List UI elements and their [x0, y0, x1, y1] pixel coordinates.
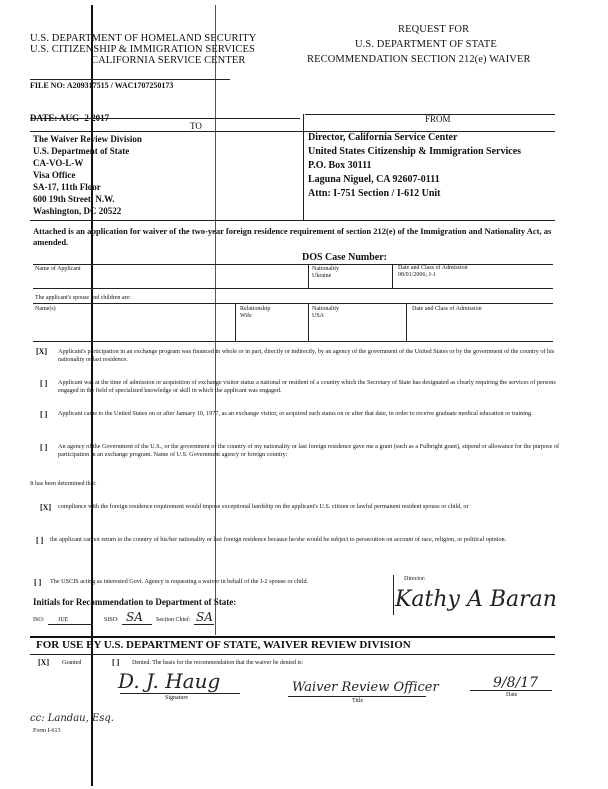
header-request-line2: U.S. DEPARTMENT OF STATE	[355, 39, 497, 50]
spouse-children-label: The applicant's spouse and children are:	[35, 295, 131, 301]
check-hardship-text: compliance with the foreign residence requirement would impose exceptional hardship on the applicant's U.S. citizen or lawful permanent resident spouse or child, or	[58, 503, 469, 510]
check-grant-box[interactable]: [ ]	[40, 443, 48, 452]
table-col-3	[235, 303, 236, 341]
to-address-line: 600 19th Street, N.W.	[33, 194, 115, 204]
header-request-line3: RECOMMENDATION SECTION 212(e) WAIVER	[307, 54, 531, 65]
initials-title: Initials for Recommendation to Department of State:	[33, 597, 237, 607]
nationality-value: Ukraine	[312, 273, 332, 279]
to-address-line: The Waiver Review Division	[33, 134, 142, 144]
check-designated-text: Applicant was at the time of admission or acquisition of exchange visitor status a national or resident of a country which the Secretary of State has designated as clearly requiring the services of persons engaged in the field of specialized knowledge or skill in which the applicant was engaged.	[58, 379, 556, 394]
name-of-applicant-label: Name of Applicant	[35, 266, 81, 272]
to-address-line: Visa Office	[33, 170, 76, 180]
date-class-admission-value: 08/01/2006; J-1	[398, 272, 436, 278]
from-address-line: Attn: I-751 Section / I-612 Unit	[308, 188, 441, 199]
dos-section-title: FOR USE BY U.S. DEPARTMENT OF STATE, WAIVER REVIEW DIVISION	[36, 639, 411, 651]
from-header-top	[305, 114, 555, 115]
check-j2-box[interactable]: [ ]	[34, 578, 42, 587]
table-bottom	[33, 341, 553, 342]
to-from-divider	[303, 114, 304, 220]
check-persecution-text: the applicant cannot return to the country of his/her nationality or last foreign residence because he/she would be subject to persecution on account of race, religion, or political opinion.	[50, 536, 507, 543]
iso-value: JUE	[58, 617, 69, 623]
check-medical-box[interactable]: [ ]	[40, 410, 48, 419]
to-address-line: Washington, DC 20522	[33, 206, 122, 216]
section-chief-line	[194, 624, 214, 625]
check-financed-text: Applicant's participation in an exchange program was financed in whole or in part, directly or indirectly, by an agency of the government of the United States or by the government of the country of his nationality or last residence.	[58, 348, 555, 363]
dos-case-number-label: DOS Case Number:	[302, 252, 387, 263]
date-line: DATE: AUG -2 2017	[30, 113, 110, 123]
director-label: Director:	[404, 576, 426, 582]
siso-label: SISO:	[104, 617, 119, 623]
check-grant-text: An agency of the Government of the U.S., or the government of the country of my nationality or last foreign residence gave me a grant (such as a Fulbright grant), stipend or allowance for the purpose of participation in an exchange program. Name of U.S. Government agency or foreign country:	[58, 443, 560, 458]
dos-section-rule	[30, 654, 555, 655]
spouse-nationality-label: Nationality	[312, 306, 339, 312]
table-col-5	[406, 303, 407, 341]
from-address-block	[308, 131, 521, 201]
check-hardship-box[interactable]: [X]	[40, 503, 52, 512]
date-class-admission-label: Date and Class of Admission	[398, 265, 468, 271]
nationality-label: Nationality	[312, 266, 339, 272]
table-row-2-bottom	[33, 303, 553, 304]
dos-section-top	[30, 636, 555, 638]
table-col-4	[308, 303, 309, 341]
to-label: TO	[190, 121, 202, 131]
dos-signature: D. J. Haug	[118, 669, 221, 693]
check-persecution-box[interactable]: [ ]	[36, 536, 44, 545]
from-address-line: Director, California Service Center	[308, 132, 458, 143]
table-top	[33, 264, 553, 265]
to-address-line: CA-VO-L-W	[33, 158, 84, 168]
from-address-line: P.O. Box 30111	[308, 160, 372, 171]
file-number: FILE NO: A209317515 / WAC1707250173	[30, 81, 174, 90]
siso-line	[122, 624, 152, 625]
iso-line	[48, 624, 93, 625]
spouse-date-class-label: Date and Class of Admission	[412, 306, 482, 312]
to-header-top	[30, 118, 300, 119]
signature-label: Signature	[165, 695, 188, 701]
date-label: Date	[506, 692, 518, 698]
spouse-nationality-value: USA	[312, 313, 325, 319]
granted-label: Granted	[62, 660, 82, 666]
section-chief-label: Section Chief:	[156, 617, 191, 623]
table-row-1-bottom	[33, 288, 553, 289]
siso-initials: SA	[126, 610, 143, 624]
check-j2-text: The USCIS acting as interested Govt. Agency is requesting a waiver in behalf of the J-2 spouse or child.	[50, 578, 309, 585]
check-financed-box[interactable]: [X]	[36, 347, 48, 356]
date-line	[470, 690, 552, 691]
check-medical-text: Applicant came to the United States on or after January 10, 1977, as an exchange visitor, or acquired such status on or after that date, in order to receive graduate medical education or training.	[58, 410, 533, 417]
title-line	[288, 696, 426, 697]
iso-label: ISO:	[33, 617, 45, 623]
denied-checkbox[interactable]: [ ]	[112, 658, 120, 667]
from-address-line: United States Citizenship & Immigration Services	[308, 146, 522, 157]
check-designated-box[interactable]: [ ]	[40, 379, 48, 388]
relationship-value: Wife	[240, 313, 252, 319]
table-col-2	[392, 264, 393, 288]
header-agency-line2: U.S. CITIZENSHIP & IMMIGRATION SERVICES	[30, 44, 255, 55]
header-rule	[30, 79, 230, 80]
to-from-bottom	[30, 220, 555, 221]
header-agency-line1: U.S. DEPARTMENT OF HOMELAND SECURITY	[30, 33, 257, 44]
director-box-left	[393, 575, 394, 615]
title-label: Title	[352, 698, 364, 704]
to-address-block	[33, 133, 142, 217]
header-agency-line3: CALIFORNIA SERVICE CENTER	[91, 55, 246, 66]
from-label: FROM	[425, 114, 451, 124]
relationship-label: Relationship	[240, 306, 271, 312]
section-chief-initials: SA	[196, 610, 213, 624]
to-address-line: SA-17, 11th Floor	[33, 182, 101, 192]
determined-label: It has been determined that:	[30, 481, 97, 487]
attached-statement: Attached is an application for waiver of the two-year foreign residence requirement of section 212(e) of the Immigration and Nationality Act, as amended.	[33, 226, 552, 247]
names-label: Name(s)	[35, 306, 56, 312]
form-id: Form I-613	[33, 728, 61, 734]
director-signature: Kathy A Baran	[395, 587, 557, 612]
denied-label: Denied. The basis for the recommendation that the waiver be denied is:	[132, 660, 304, 666]
signature-line	[120, 693, 240, 694]
from-address-line: Laguna Niguel, CA 92607-0111	[308, 174, 440, 185]
to-address-line: U.S. Department of State	[33, 146, 130, 156]
header-request-line1: REQUEST FOR	[398, 24, 470, 35]
table-col-1	[308, 264, 309, 288]
dos-date-value: 9/8/17	[493, 675, 539, 691]
dos-title-value: Waiver Review Officer	[292, 680, 439, 695]
granted-checkbox[interactable]: [X]	[38, 658, 50, 667]
cc-line: cc: Landau, Esq.	[30, 713, 114, 724]
